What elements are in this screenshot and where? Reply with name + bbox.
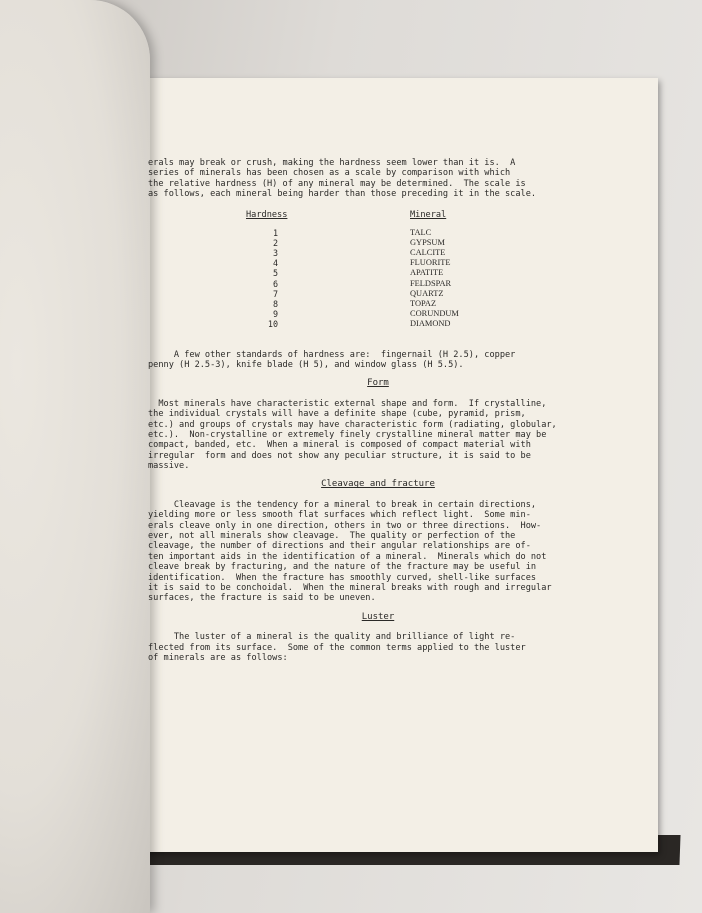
text-line: flected from its surface. Some of the common terms applied to the luster: [148, 642, 526, 653]
section-heading-form: Form: [367, 378, 389, 389]
intro-paragraph: [148, 158, 608, 200]
text-line: A few other standards of hardness are: fingernail (H 2.5), copper: [148, 349, 516, 360]
hardness-value: 4: [272, 258, 278, 269]
text-line: penny (H 2.5-3), knife blade (H 5), and window glass (H 5.5).: [148, 359, 464, 370]
text-line: cleavage, the number of directions and their angular relationships are of-: [148, 541, 531, 552]
text-line: compact, banded, etc. When a mineral is composed of compact material with: [148, 440, 531, 451]
mineral-name: CALCITE: [410, 247, 446, 257]
text-line: cleave break by fracturing, and the nature of the fracture may be useful in: [148, 562, 537, 573]
hardness-value: 3: [272, 247, 278, 258]
mineral-names: [410, 228, 459, 330]
standards-paragraph: [148, 350, 608, 371]
mineral-name: GYPSUM: [410, 237, 445, 247]
text-line: erals cleave only in one direction, others in two or three directions. How-: [148, 520, 542, 531]
hardness-values: [258, 228, 278, 330]
hardness-value: 9: [272, 309, 278, 320]
mineral-name: DIAMOND: [410, 319, 451, 329]
mineral-name: APATITE: [410, 268, 444, 278]
hardness-value: 2: [272, 237, 278, 248]
luster-paragraph: [148, 632, 608, 663]
text-line: Most minerals have characteristic external shape and form. If crystalline,: [148, 398, 547, 409]
text-line: as follows, each mineral being harder than those preceding it in the scale.: [148, 189, 537, 200]
form-paragraph: [148, 399, 608, 472]
mineral-name: CORUNDUM: [410, 309, 459, 319]
text-line: of minerals are as follows:: [148, 652, 288, 663]
mineral-name: TALC: [410, 227, 432, 237]
hardness-value: 5: [272, 268, 278, 279]
text-line: series of minerals has been chosen as a scale by comparison with which: [148, 168, 511, 179]
text-line: surfaces, the fracture is said to be uneven.: [148, 593, 376, 604]
text-line: ten important aids in the identification of a mineral. Minerals which do not: [148, 551, 547, 562]
text-line: etc.) and groups of crystals may have characteristic form (radiating, globular,: [148, 419, 557, 430]
mineral-name: TOPAZ: [410, 298, 437, 308]
hardness-column-header: Hardness: [246, 209, 288, 220]
section-heading-luster: Luster: [361, 611, 395, 622]
cleavage-paragraph: [148, 500, 608, 604]
hardness-value: 8: [272, 298, 278, 309]
mineral-name: FLUORITE: [410, 258, 451, 268]
text-line: etc.). Non-crystalline or extremely finely crystalline mineral matter may be: [148, 429, 547, 440]
text-line: yielding more or less smooth flat surfaces which reflect light. Some min-: [148, 510, 531, 521]
mineral-name: FELDSPAR: [410, 278, 452, 288]
hardness-scale-table: [148, 210, 608, 338]
hardness-value: 6: [272, 278, 278, 289]
text-line: erals may break or crush, making the hardness seem lower than it is. A: [148, 158, 516, 168]
text-line: ever, not all minerals show cleavage. The quality or perfection of the: [148, 531, 516, 542]
left-page: [0, 0, 150, 913]
text-line: irregular form and does not show any peculiar structure, it is said to be: [148, 450, 531, 461]
mineral-name: QUARTZ: [410, 288, 444, 298]
hardness-value: 10: [267, 319, 278, 330]
text-line: the relative hardness (H) of any mineral may be determined. The scale is: [148, 178, 526, 189]
mineral-column-header: Mineral: [410, 209, 447, 220]
text-line: Cleavage is the tendency for a mineral to break in certain directions,: [148, 499, 537, 510]
section-heading-cleavage: Cleavage and fracture: [321, 479, 435, 490]
text-line: identification. When the fracture has smoothly curved, shell-like surfaces: [148, 572, 537, 583]
page-text: [148, 158, 608, 670]
hardness-value: 1: [272, 227, 278, 238]
text-line: massive.: [148, 461, 190, 472]
text-line: The luster of a mineral is the quality and brilliance of light re-: [148, 632, 516, 643]
text-line: the individual crystals will have a definite shape (cube, pyramid, prism,: [148, 409, 526, 420]
hardness-value: 7: [272, 288, 278, 299]
text-line: it is said to be conchoidal. When the mineral breaks with rough and irregular: [148, 583, 552, 594]
